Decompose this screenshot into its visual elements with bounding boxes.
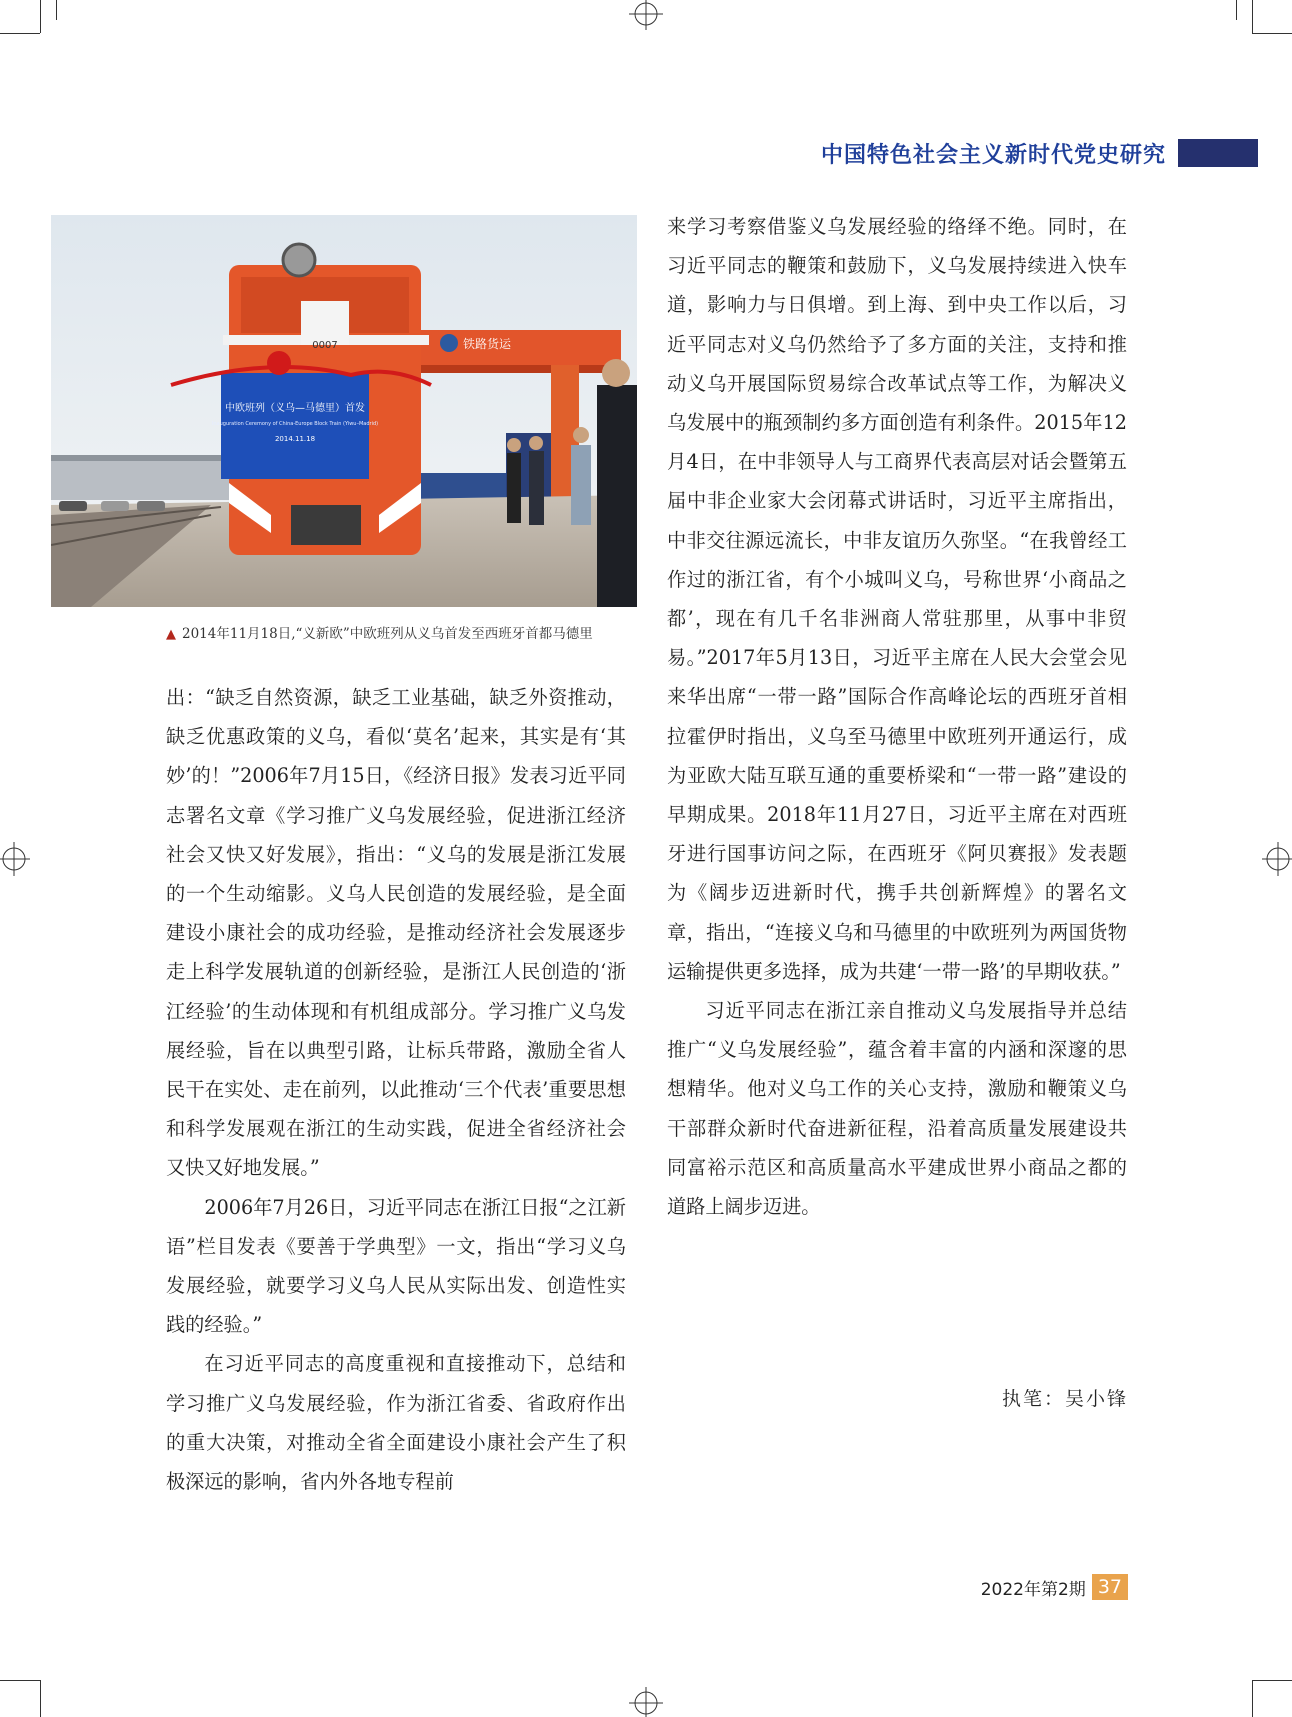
crop-mark <box>1252 33 1292 34</box>
registration-mark-icon <box>629 0 663 34</box>
crop-mark <box>40 1680 41 1717</box>
page-number: 37 <box>1092 1574 1128 1600</box>
running-header <box>821 138 1258 168</box>
left-column <box>166 678 626 1501</box>
issue-label: 2022年第2期 <box>980 1579 1086 1600</box>
right-column <box>667 207 1127 1226</box>
registration-mark-icon <box>1258 842 1292 876</box>
registration-mark-icon <box>629 1683 663 1717</box>
paragraph: 出：“缺乏自然资源，缺乏工业基础，缺乏外资推动，缺乏优惠政策的义乌，看似‘莫名’起来，其实是有‘其妙’的！”2006年7月15日，《经济日报》发表习近平同志署名文章《学习推广义乌发展经验，促进浙江经济社会又快又好发展》，指出：“义乌的发展是浙江发展的一个生动缩影。义乌人民创造的发展经验，是全面建设小康社会的成功经验，是推动经济社会发展逐步走上科学发展轨道的创新经验，是浙江人民创造的‘浙江经验’的生动体现和有机组成部分。学习推广义乌发展经验，旨在以典型引路，让标兵带路，激励全省人民干在实处、走在前列，以此推动‘三个代表’重要思想和科学发展观在浙江的生动实践，促进全省经济社会又快又好地发展。” <box>166 686 626 1180</box>
paragraph: 习近平同志在浙江亲自推动义乌发展指导并总结推广“义乌发展经验”，蕴含着丰富的内涵和深邃的思想精华。他对义乌工作的关心支持，激励和鞭策义乌干部群众新时代奋进新征程，沿着高质量发展建设共同富裕示范区和高质量高水平建成世界小商品之都的道路上阔步迈进。 <box>667 999 1127 1219</box>
paragraph: 在习近平同志的高度重视和直接推动下，总结和学习推广义乌发展经验，作为浙江省委、省政府作出的重大决策，对推动全省全面建设小康社会产生了积极深远的影响，省内外各地专程前 <box>166 1352 626 1494</box>
crop-mark <box>0 33 40 34</box>
paragraph: 2006年7月26日，习近平同志在浙江日报“之江新语”栏目发表《要善于学典型》一文，指出“学习义乌发展经验，就要学习义乌人民从实际出发、创造性实践的经验。” <box>166 1195 626 1337</box>
photo-caption <box>166 622 646 642</box>
journal-section-title: 中国特色社会主义新时代党史研究 <box>820 142 1166 168</box>
author-credit: 执笔：吴小锋 <box>1001 1388 1128 1410</box>
locomotive-number: 0007 <box>312 340 338 351</box>
triangle-marker-icon: ▲ <box>166 627 176 642</box>
crop-mark <box>1236 0 1237 20</box>
crop-mark <box>1252 1680 1292 1681</box>
crop-mark <box>0 1680 40 1681</box>
caption-text: 2014年11月18日,“义新欧”中欧班列从义乌首发至西班牙首都马德里 <box>182 626 593 642</box>
crop-mark <box>56 0 57 20</box>
train-photo-illustration <box>51 215 637 607</box>
banner-subtitle: Inauguration Ceremony of China-Europe Block Train (Yiwu–Madrid) <box>211 421 379 427</box>
banner-title: 中欧班列（义乌—马德里）首发 <box>225 403 365 414</box>
crop-mark <box>40 0 41 33</box>
crop-mark <box>1252 0 1253 33</box>
train-photo <box>51 215 637 607</box>
crane-sign: 铁路货运 <box>463 337 512 351</box>
crop-mark <box>1252 1680 1253 1717</box>
page-footer <box>981 1574 1128 1600</box>
banner-date: 2014.11.18 <box>274 435 316 443</box>
registration-mark-icon <box>0 842 34 876</box>
header-accent-bar <box>1178 139 1258 167</box>
paragraph: 来学习考察借鉴义乌发展经验的络绎不绝。同时，在习近平同志的鞭策和鼓励下，义乌发展持续进入快车道，影响力与日俱增。到上海、到中央工作以后，习近平同志对义乌仍然给予了多方面的关注，支持和推动义乌开展国际贸易综合改革试点等工作，为解决义乌发展中的瓶颈制约多方面创造有利条件。2015年12月4日，在中非领导人与工商界代表高层对话会暨第五届中非企业家大会闭幕式讲话时，习近平主席指出，中非交往源远流长，中非友谊历久弥坚。“在我曾经工作过的浙江省，有个小城叫义乌，号称世界‘小商品之都’，现在有几千名非洲商人常驻那里，从事中非贸易。”2017年5月13日，习近平主席在人民大会堂会见来华出席“一带一路”国际合作高峰论坛的西班牙首相拉霍伊时指出，义乌至马德里中欧班列开通运行，成为亚欧大陆互联互通的重要桥梁和“一带一路”建设的早期成果。2018年11月27日，习近平主席在对西班牙进行国事访问之际，在西班牙《阿贝赛报》发表题为《阔步迈进新时代，携手共创新辉煌》的署名文章，指出，“连接义乌和马德里的中欧班列为两国货物运输提供更多选择，成为共建‘一带一路’的早期收获。” <box>667 215 1127 983</box>
